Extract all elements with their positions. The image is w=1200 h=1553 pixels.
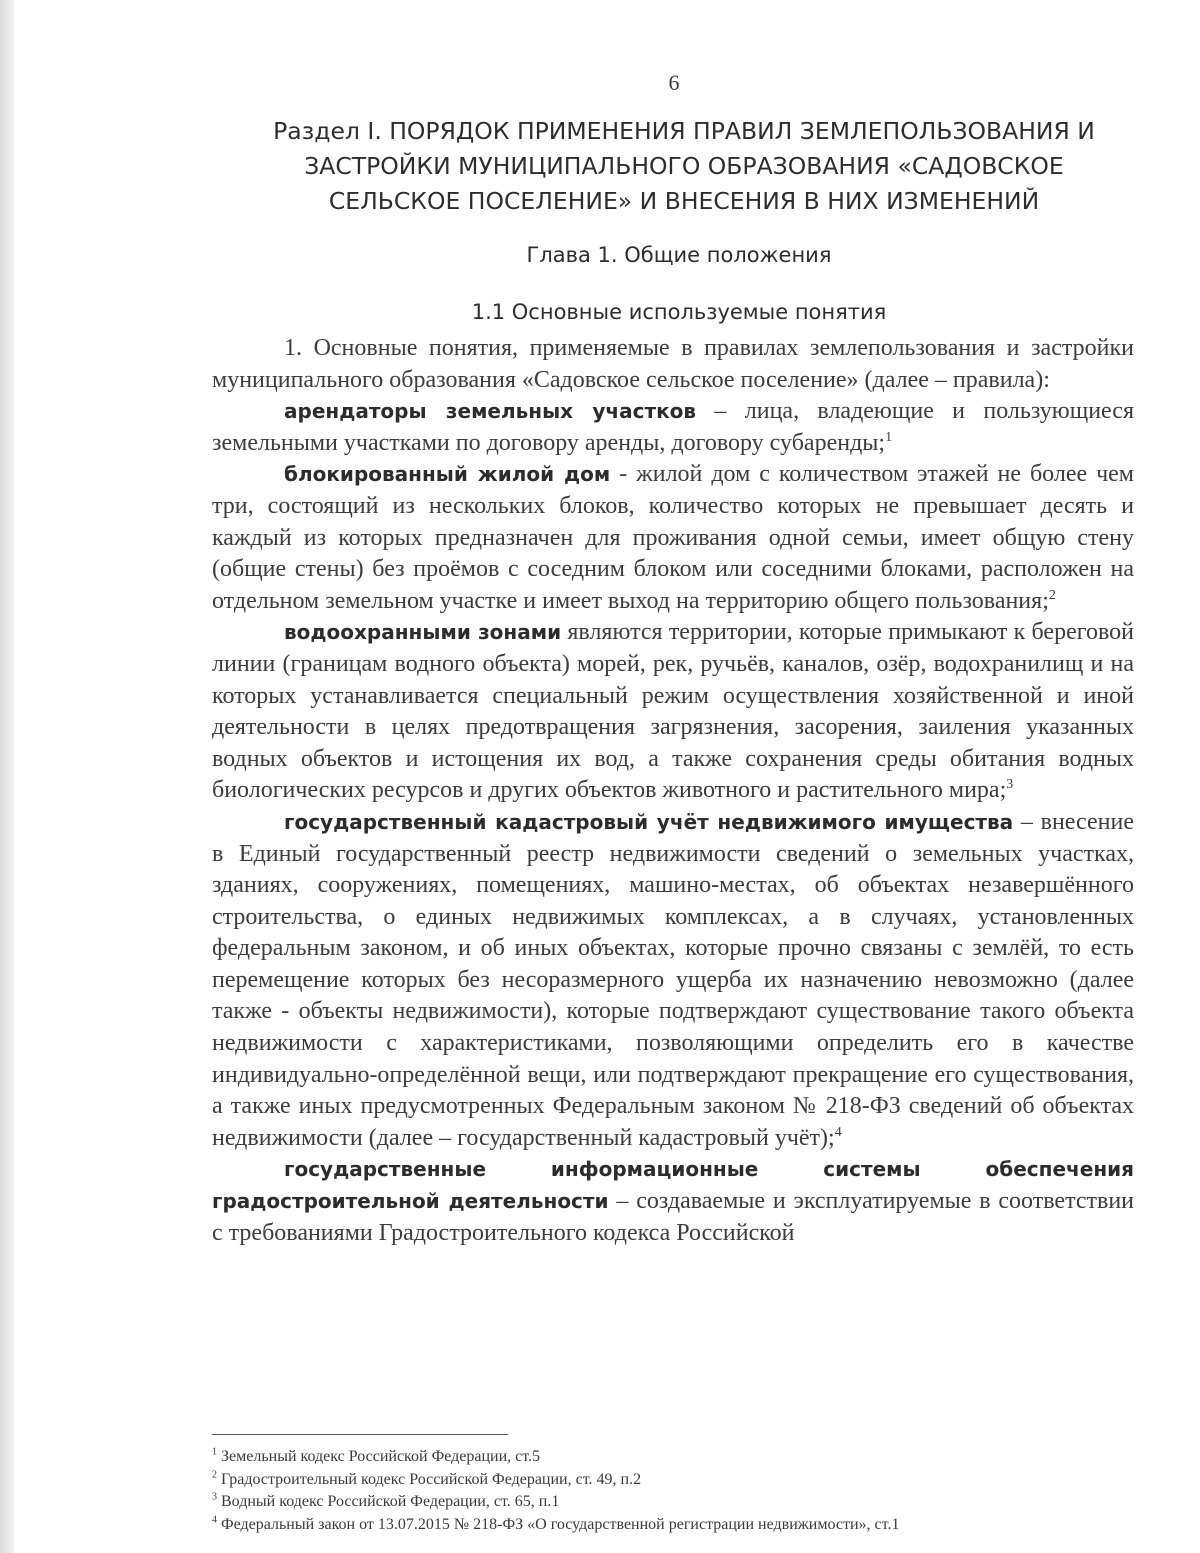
footnote-text: Федеральный закон от 13.07.2015 № 218-ФЗ «О государственной регистрации недвижимости», ст.1 [221,1515,900,1533]
definition-text: являются территории, которые примыкают к береговой линии (границам водного объекта) морей, рек, ручьёв, каналов, озёр, водохранилищ и на которых устанавливается специальный режим осуществления хозяйственной и иной деятельности в целях предотвращения загрязнения, засорения, заиления указанных водных объектов и истощения их вод, а также сохранения среды обитания водных биологических ресурсов и других объектов животного и растительного мира; [212,619,1134,804]
footnote-mark: 2 [212,1469,217,1481]
scan-edge [0,0,14,1553]
definition-paragraph [212,617,1134,807]
definition-text: – лица, владеющие и пользующиеся земельными участками по договору аренды, договору субаренды; [212,398,1134,456]
page-number: 6 [668,70,680,95]
footnote-separator [212,1434,508,1435]
footnote-ref[interactable]: 3 [1006,777,1014,793]
footnote [212,1514,1142,1537]
footnote [212,1491,1142,1514]
defined-term: государственный кадастровый учёт недвижимого имущества [284,809,1014,834]
paragraph-intro [212,333,1134,396]
footnote-ref[interactable]: 1 [885,429,893,445]
defined-term: арендаторы земельных участков [284,399,697,424]
subsection-title: 1.1 Основные используемые понятия [471,300,887,324]
section-title [214,114,1154,219]
definition-text: - жилой дом с количеством этажей не более чем три, состоящий из нескольких блоков, количество которых не превышает десять и каждый из которых предназначен для проживания одной семьи, имеет общую стену (общие стены) без проёмов с соседним блоком или соседними блоками, расположен на отдельном земельном участке и имеет выход на территорию общего пользования; [212,461,1134,614]
definition-text: – внесение в Единый государственный реестр недвижимости сведений о земельных участках, зданиях, сооружениях, помещениях, машино-местах, об объектах незавершённого строительства, о единых недвижимых комплексах, а в случаях, установленных федеральным законом, и об иных объектах, которые прочно связаны с землёй, то есть перемещение которых без несоразмерного ущерба их назначению невозможно (далее также - объекты недвижимости), которые подтверждают существование такого объекта недвижимости с характеристиками, позволяющими определить его в качестве индивидуально-определённой вещи, или подтверждают прекращение его существования, а также иных предусмотренных Федеральным законом № 218-ФЗ сведений об объектах недвижимости (далее – государственный кадастровый учёт); [212,808,1134,1151]
footnotes [212,1446,1142,1536]
footnote-text: Градостроительный кодекс Российской Федерации, ст. 49, п.2 [221,1470,642,1488]
footnote [212,1446,1142,1469]
defined-term: блокированный жилой дом [284,462,611,487]
definition-paragraph [212,807,1134,1155]
footnote-mark: 3 [212,1491,217,1503]
paragraph-text: 1. Основные понятия, применяемые в правилах землепользования и застройки муниципального образования «Садовское сельское поселение» (далее – правила): [212,335,1134,393]
footnote-ref[interactable]: 2 [1048,587,1056,603]
definition-paragraph [212,459,1134,617]
chapter-title: Глава 1. Общие положения [526,243,832,267]
definition-text: – создаваемые и эксплуатируемые в соответствии с требованиями Градостроительного кодекса Российской [212,1188,1135,1246]
section-title-line: СЕЛЬСКОЕ ПОСЕЛЕНИЕ» И ВНЕСЕНИЯ В НИХ ИЗМЕНЕНИЙ [328,187,1040,215]
definition-paragraph [212,1154,1134,1249]
body-text [212,333,1134,1249]
footnote-mark: 1 [212,1446,217,1458]
defined-term: государственные информационные системы обеспечения градостроительной деятельности [212,1157,1134,1214]
footnote-text: Земельный кодекс Российской Федерации, ст.5 [221,1448,541,1465]
footnote [212,1469,1142,1492]
definition-paragraph [212,396,1134,459]
document-page [14,0,1200,1553]
section-title-line: ЗАСТРОЙКИ МУНИЦИПАЛЬНОГО ОБРАЗОВАНИЯ «САДОВСКОЕ [304,152,1064,180]
footnote-ref[interactable]: 4 [834,1124,842,1140]
footnote-mark: 4 [212,1514,217,1526]
section-title-line: Раздел I. ПОРЯДОК ПРИМЕНЕНИЯ ПРАВИЛ ЗЕМЛЕПОЛЬЗОВАНИЯ И [273,117,1095,145]
footnote-text: Водный кодекс Российской Федерации, ст. 65, п.1 [221,1493,560,1510]
defined-term: водоохранными зонами [284,620,562,645]
